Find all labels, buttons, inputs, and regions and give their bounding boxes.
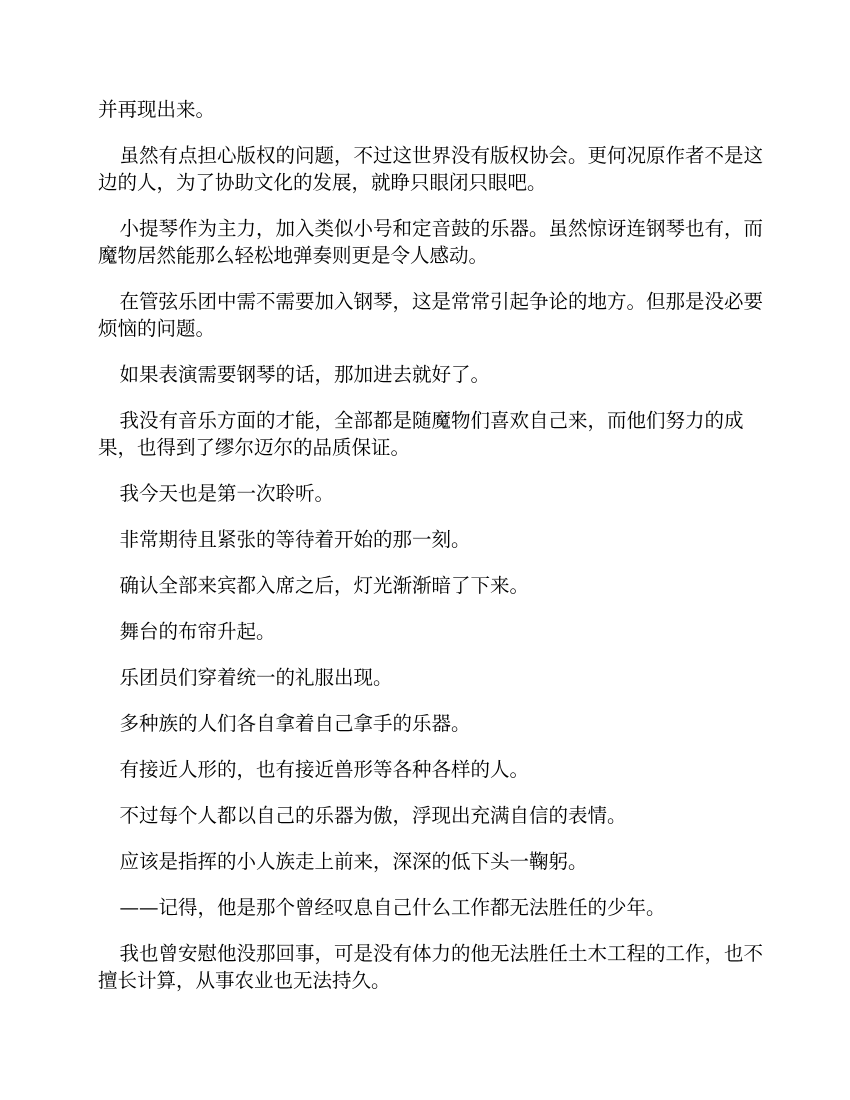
paragraph: 在管弦乐团中需不需要加入钢琴，这是常常引起争论的地方。但那是没必要烦恼的问题。 [98, 290, 763, 340]
document-body [98, 96, 764, 1013]
paragraph: 有接近人形的，也有接近兽形等各种各样的人。 [119, 758, 529, 781]
paragraph: 我今天也是第一次聆听。 [119, 482, 334, 505]
paragraph: 乐团员们穿着统一的礼服出现。 [119, 666, 393, 689]
paragraph: 我也曾安慰他没那回事，可是没有体力的他无法胜任土木工程的工作，也不擅长计算，从事农业也无法持久。 [98, 942, 763, 992]
paragraph: 如果表演需要钢琴的话，那加进去就好了。 [119, 363, 490, 386]
paragraph: 确认全部来宾都入席之后，灯光渐渐暗了下来。 [119, 574, 529, 597]
paragraph: 多种族的人们各自拿着自己拿手的乐器。 [119, 712, 471, 735]
paragraph: 我没有音乐方面的才能，全部都是随魔物们喜欢自己来，而他们努力的成果，也得到了缪尔迈尔的品质保证。 [98, 409, 744, 459]
paragraph: 非常期待且紧张的等待着开始的那一刻。 [119, 528, 471, 551]
paragraph: 小提琴作为主力，加入类似小号和定音鼓的乐器。虽然惊讶连钢琴也有，而魔物居然能那么轻松地弹奏则更是令人感动。 [98, 217, 763, 267]
paragraph: 并再现出来。 [98, 98, 216, 121]
paragraph: 应该是指挥的小人族走上前来，深深的低下头一鞠躬。 [119, 850, 588, 873]
paragraph: 舞台的布帘升起。 [119, 620, 276, 643]
paragraph: 虽然有点担心版权的问题，不过这世界没有版权协会。更何况原作者不是这边的人，为了协助文化的发展，就睁只眼闭只眼吧。 [98, 144, 763, 194]
paragraph: ——记得，他是那个曾经叹息自己什么工作都无法胜任的少年。 [119, 896, 666, 919]
paragraph: 不过每个人都以自己的乐器为傲，浮现出充满自信的表情。 [119, 804, 627, 827]
